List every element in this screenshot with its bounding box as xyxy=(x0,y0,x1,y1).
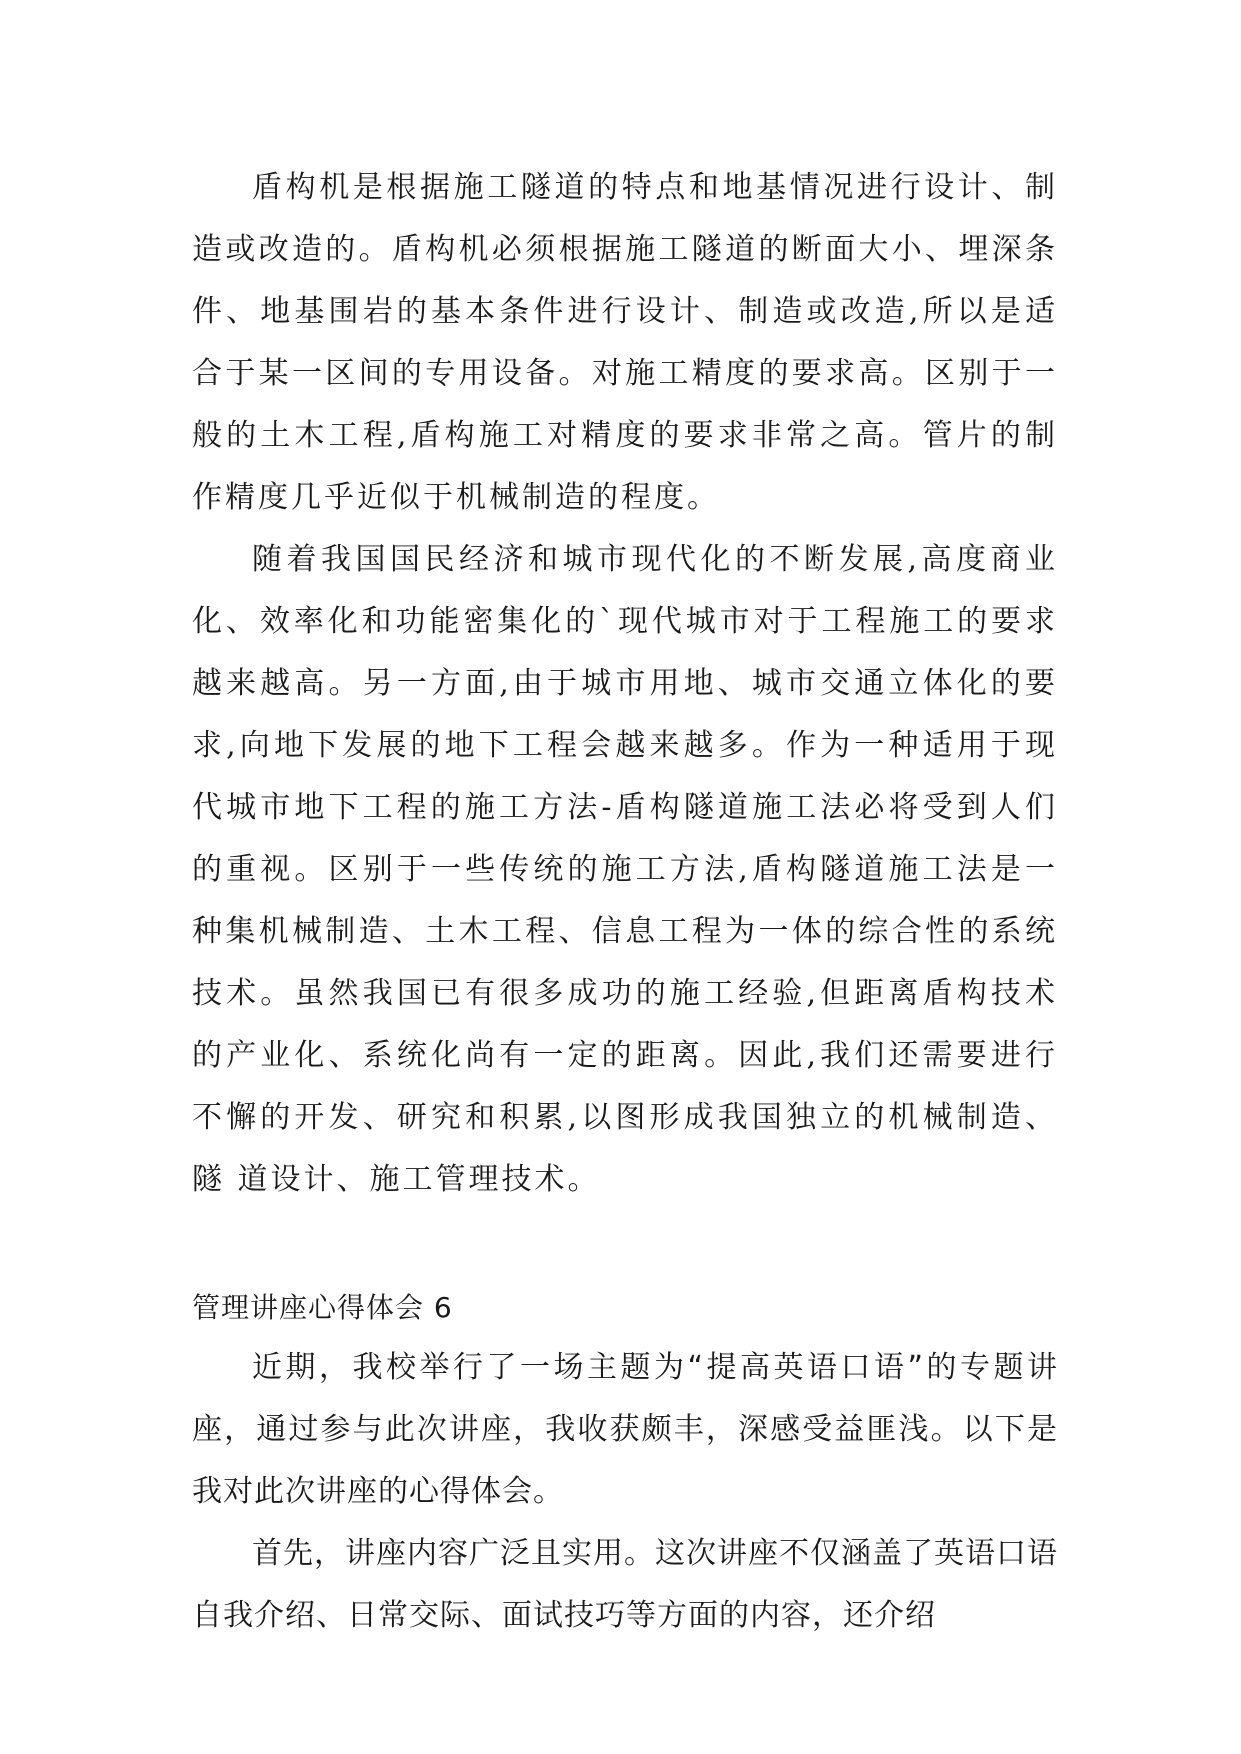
paragraph-shield-machine-design: 盾构机是根据施工隧道的特点和地基情况进行设计、制造或改造的。盾构机必须根据施工隧道的断面大小、埋深条件、地基围岩的基本条件进行设计、制造或改造,所以是适合于某一区间的专用设备。对施工精度的要求高。区别于一般的土木工程,盾构施工对精度的要求非常之高。管片的制作精度几乎近似于机械制造的程度。 xyxy=(192,170,1058,515)
paragraph-urban-development: 随着我国国民经济和城市现代化的不断发展,高度商业化、效率化和功能密集化的`现代城市对于工程施工的要求越来越高。另一方面,由于城市用地、城市交通立体化的要求,向地下发展的地下工程会越来越多。作为一种适用于现代城市地下工程的施工方法-盾构隧道施工法必将受到人们的重视。区别于一些传统的施工方法,盾构隧道施工法是一种集机械制造、土木工程、信息工程为一体的综合性的系统技术。虽然我国已有很多成功的施工经验,但距离盾构技术的产业化、系统化尚有一定的距离。因此,我们还需要进行不懈的开发、研究和积累,以图形成我国独立的机械制造、隧 道设计、施工管理技术。 xyxy=(192,542,1058,1197)
section-title: 管理讲座心得体会 6 xyxy=(192,1291,453,1324)
paragraph-lecture-content: 首先，讲座内容广泛且实用。这次讲座不仅涵盖了英语口语自我介绍、日常交际、面试技巧等方面的内容，还介绍 xyxy=(192,1536,1058,1633)
document-body xyxy=(192,157,1058,1647)
paragraph-lecture-intro: 近期，我校举行了一场主题为“提高英语口语”的专题讲座，通过参与此次讲座，我收获颇丰，深感受益匪浅。以下是我对此次讲座的心得体会。 xyxy=(192,1350,1058,1509)
